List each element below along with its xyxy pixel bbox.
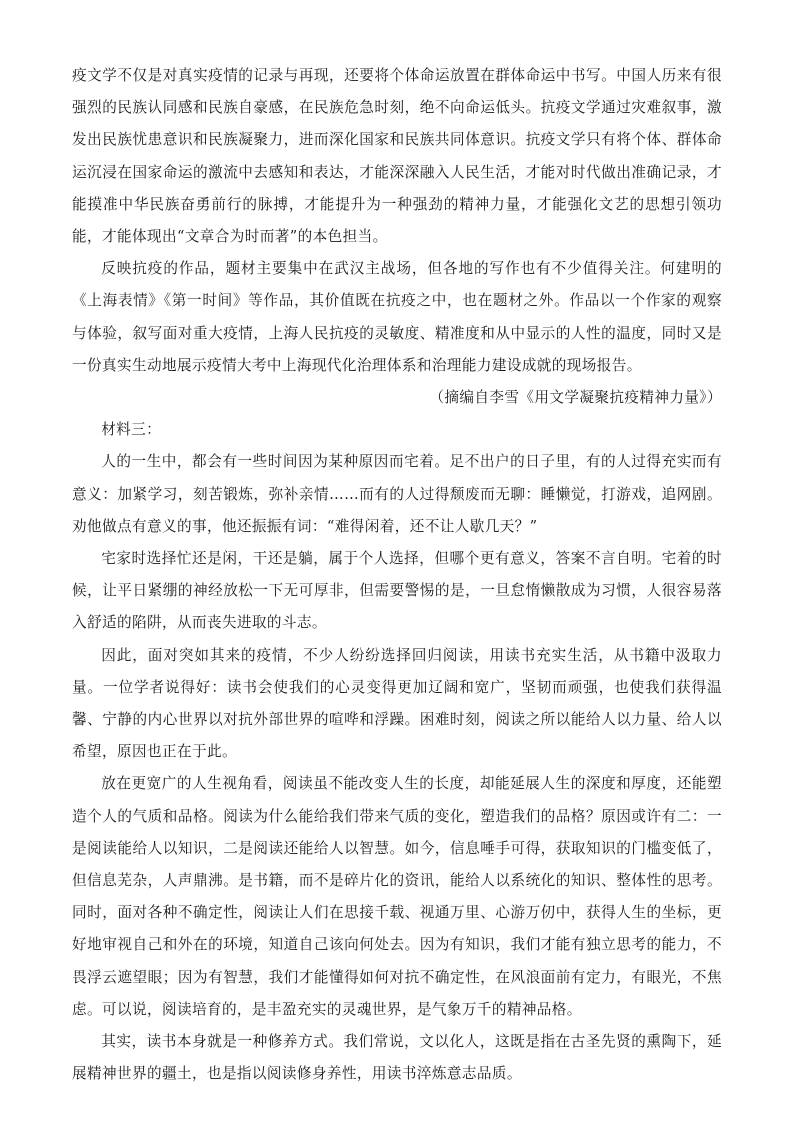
paragraph-reading-perspective: 放在更宽广的人生视角看，阅读虽不能改变人生的长度，却能延展人生的深度和厚度，还能塑造个人的气质和品格。阅读为什么能给我们带来气质的变化，塑造我们的品格？原因或许有二：一是阅读能给人以知识，二是阅读还能给人以智慧。如今，信息唾手可得，获取知识的门槛变低了，但信息芜杂，人声鼎沸。是书籍，而不是碎片化的资讯，能给人以系统化的知识、整体性的思考。同时，面对各种不确定性，阅读让人们在思接千载、视通万里、心游万仞中，获得人生的坐标，更好地审视自己和外在的环境，知道自己该向何处去。因为有知识，我们才能有独立思考的能力，不畏浮云遮望眼；因为有智慧，我们才能懂得如何对抗不确定性，在风浪面前有定力，有眼光，不焦虑。可以说，阅读培育的，是丰盈充实的灵魂世界，是气象万千的精神品格。 (72, 775, 722, 1018)
paragraph-continued: 疫文学不仅是对真实疫情的记录与再现，还要将个体命运放置在群体命运中书写。中国人历来有很强烈的民族认同感和民族自豪感，在民族危急时刻，绝不向命运低头。抗疫文学通过灾难叙事，激发出民族忧患意识和民族凝聚力，进而深化国家和民族共同体意识。抗疫文学只有将个体、群体命运沉浸在国家命运的激流中去感知和表达，才能深深融入人民生活，才能对时代做出准确记录，才能摸准中华民族奋勇前行的脉搏，才能提升为一种强劲的精神力量，才能强化文艺的思想引领功能，才能体现出“文章合为时而著”的本色担当。 (72, 67, 722, 246)
material-heading: 材料三： (101, 421, 162, 439)
source-citation: （摘编自李雪《用文学凝聚抗疫精神力量》） (429, 389, 722, 407)
document-page (72, 60, 722, 1091)
paragraph-staying-home: 人的一生中，都会有一些时间因为某种原因而宅着。足不出户的日子里，有的人过得充实而有意义：加紧学习，刻苦锻炼，弥补亲情……而有的人过得颓废而无聊：睡懒觉，打游戏，追网剧。劝他做点有意义的事，他还振振有词：“难得闲着，还不让人歇几天？” (72, 453, 722, 535)
paragraph-shanghai-works: 反映抗疫的作品，题材主要集中在武汉主战场，但各地的写作也有不少值得关注。何建明的《上海表情》《第一时间》等作品，其价值既在抗疫之中，也在题材之外。作品以一个作家的观察与体验，叙写面对重大疫情，上海人民抗疫的灵敏度、精准度和从中显示的人性的温度，同时又是一份真实生动地展示疫情大考中上海现代化治理体系和治理能力建设成就的现场报告。 (72, 260, 722, 374)
paragraph-self-cultivation: 其实，读书本身就是一种修养方式。我们常说，文以化人，这既是指在古圣先贤的熏陶下，延展精神世界的疆土，也是指以阅读修身养性，用读书淬炼意志品质。 (72, 1033, 722, 1083)
paragraph-reading-return: 因此，面对突如其来的疫情，不少人纷纷选择回归阅读，用读书充实生活，从书籍中汲取力量。一位学者说得好：读书会使我们的心灵变得更加辽阔和宽广，坚韧而顽强，也使我们获得温馨、宁静的内心世界以对抗外部世界的喧哗和浮躁。困难时刻，阅读之所以能给人以力量、给人以希望，原因也正在于此。 (72, 646, 722, 761)
paragraph-choice: 宅家时选择忙还是闲，干还是躺，属于个人选择，但哪个更有意义，答案不言自明。宅着的时候，让平日紧绷的神经放松一下无可厚非，但需要警惕的是，一旦怠惰懒散成为习惯，人很容易落入舒适的陷阱，从而丧失进取的斗志。 (72, 550, 722, 632)
